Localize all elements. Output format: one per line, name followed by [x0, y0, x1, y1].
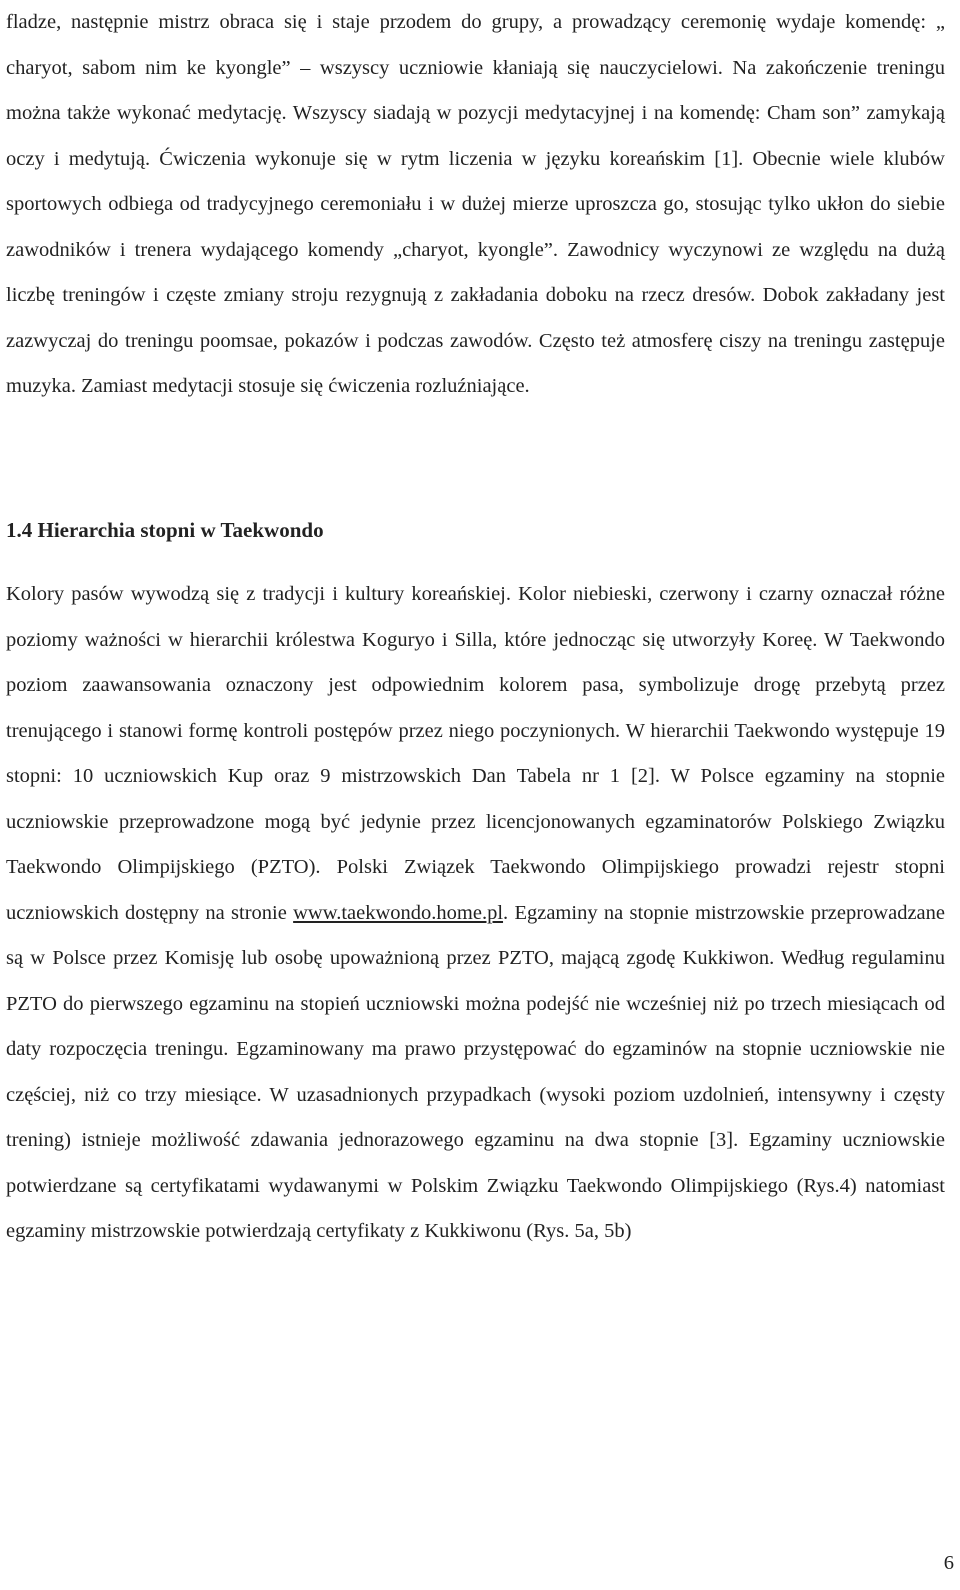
body-paragraph: fladze, następnie mistrz obraca się i staje przodem do grupy, a prowadzący ceremonię wydaje komendę: „ charyot, sabom nim ke kyongle” – wszyscy uczniowie kłaniają się nauczycielowi. Na zakończenie treningu można także wykonać medytację. Wszyscy siadają w pozycji medytacyjnej i na komendę: Cham son” zamykają oczy i medytują. Ćwiczenia wykonuje się w rytm liczenia w języku koreańskim [1]. Obecnie wiele klubów sportowych odbiega od tradycyjnego ceremoniału i w dużej mierze uproszcza go, stosując tylko ukłon do siebie zawodników i trenera wydającego komendy „charyot, kyongle”. Zawodnicy wyczynowi ze względu na dużą liczbę treningów i częste zmiany stroju rezygnują z zakładania doboku na rzecz dresów. Dobok zakładany jest zazwyczaj do treningu poomsae, pokazów i podczas zawodów. Często też atmosferę ciszy na treningu zastępuje muzyka. Zamiast medytacji stosuje się ćwiczenia rozluźniające. [6, 11, 945, 397]
page-number: 6 [943, 1552, 954, 1574]
website-link[interactable]: www.taekwondo.home.pl [293, 901, 504, 924]
section-heading: 1.4 Hierarchia stopni w Taekwondo [6, 518, 324, 542]
paragraph-text-end: . Egzaminy na stopnie mistrzowskie przeprowadzane są w Polsce przez Komisję lub osobę upoważnioną przez PZTO, mającą zgodę Kukkiwon. Według regulaminu PZTO do pierwszego egzaminu na stopień uczniowski można podejść nie wcześniej niż po trzech miesiącach od daty rozpoczęcia treningu. Egzaminowany ma prawo przystępować do egzaminów na stopnie uczniowskie nie częściej, niż co trzy miesiące. W uzasadnionych przypadkach (wysoki poziom uzdolnień, intensywny i częsty trening) istnieje możliwość zdawania jednorazowego egzaminu na dwa stopnie [3]. Egzaminy uczniowskie potwierdzane są certyfikatami wydawanymi w Polskim Związku Taekwondo Olimpijskiego (Rys.4) natomiast egzaminy mistrzowskie potwierdzają certyfikaty z Kukkiwonu (Rys. 5a, 5b) [6, 901, 945, 1242]
body-paragraph-hierarchy [6, 572, 945, 1255]
paragraph-text-start: Kolory pasów wywodzą się z tradycji i kultury koreańskiej. Kolor niebieski, czerwony i czarny oznaczał różne poziomy ważności w hierarchii królestwa Koguryo i Silla, które jednocząc się utworzyły Koreę. W Taekwondo poziom zaawansowania oznaczony jest odpowiednim kolorem pasa, symbolizuje drogę przebytą przez trenującego i stanowi formę kontroli postępów przez niego poczynionych. W hierarchii Taekwondo występuje 19 stopni: 10 uczniowskich Kup oraz 9 mistrzowskich Dan Tabela nr 1 [2]. W Polsce egzaminy na stopnie uczniowskie przeprowadzone mogą być jedynie przez licencjonowanych egzaminatorów Polskiego Związku Taekwondo Olimpijskiego (PZTO). Polski Związek Taekwondo Olimpijskiego prowadzi rejestr stopni uczniowskich dostępny na stronie [6, 583, 945, 924]
